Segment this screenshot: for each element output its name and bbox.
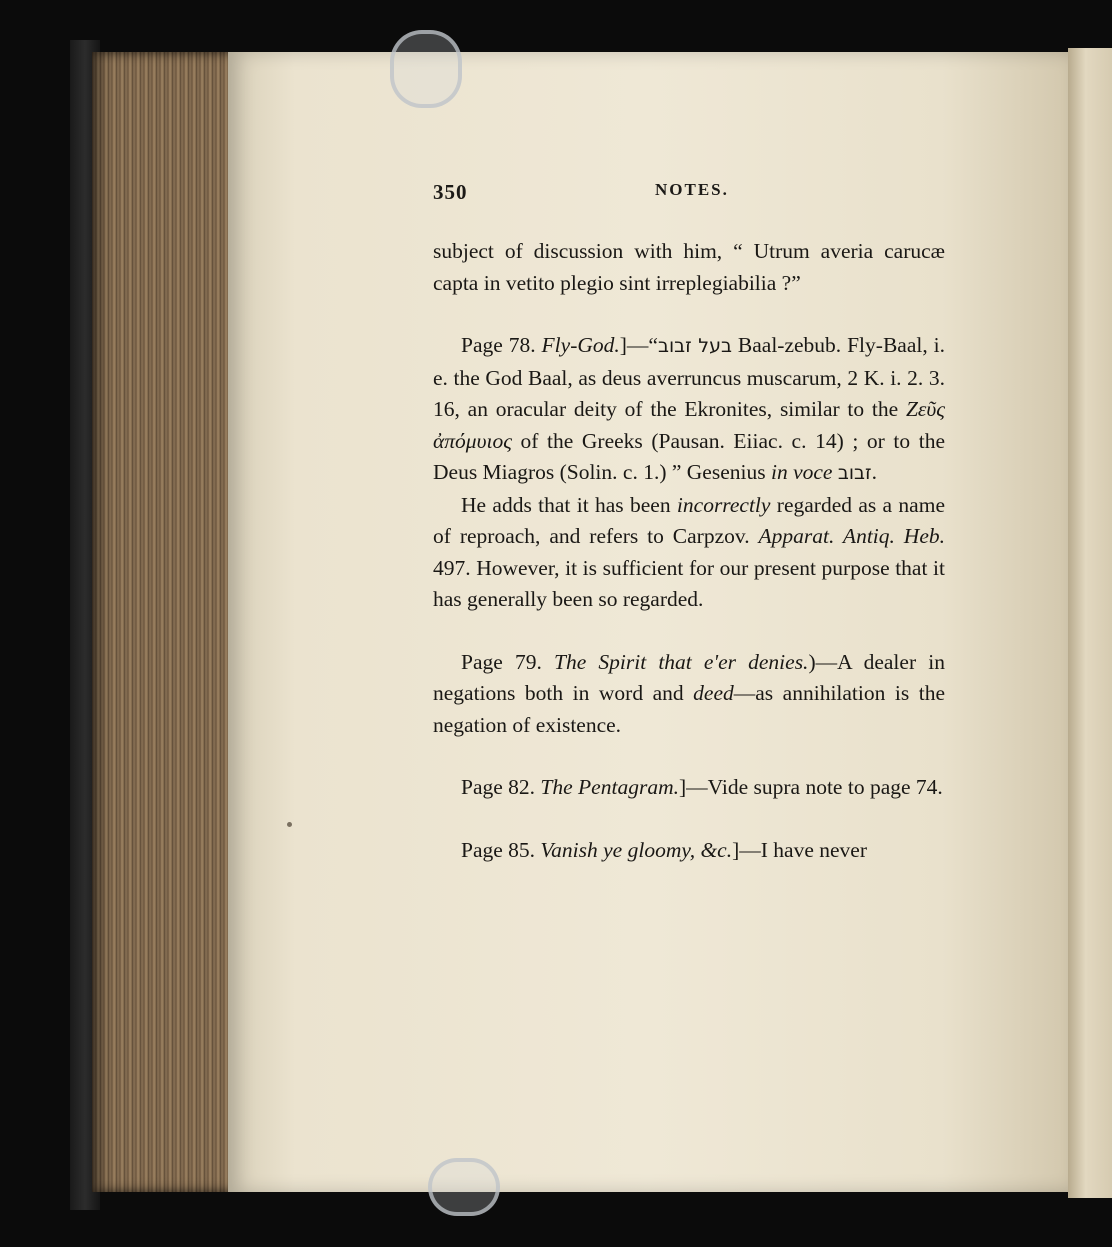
paragraph-1: subject of discussion with him, “ Utrum averia carucæ capta in vetito plegio sint irreplegiabilia ?” xyxy=(433,239,945,295)
paragraph-2 xyxy=(433,330,945,490)
hebrew-text: זבוב xyxy=(837,462,872,484)
page-stack-edges xyxy=(92,52,242,1192)
note-text: 497. However, it is sufficient for our present purpose that it has generally been so regarded. xyxy=(433,555,945,611)
paragraph-6 xyxy=(433,835,945,867)
greek-text: Ζεῦς ἀπόμυιος xyxy=(433,397,945,453)
note-text: ]—I have never xyxy=(732,837,868,862)
note-text: —as annihilation is the negation of existence. xyxy=(433,681,946,737)
page-clip-top xyxy=(390,30,462,108)
paragraph-3 xyxy=(433,490,945,616)
note-title: Vanish ye gloomy, &c. xyxy=(540,837,733,862)
note-text: regarded as a name of reproach, and refers to Carpzov. xyxy=(433,492,945,548)
note-ref: Page 79. xyxy=(461,649,554,674)
note-italic: deed xyxy=(693,681,734,705)
note-text: Baal-zebub. Fly-Baal, i. e. the God Baal, as deus averruncus muscarum, 2 K. i. 2. 3. 16, an oracular deity of the Ekronites, similar to the xyxy=(433,333,945,421)
note-punct: ]—“ xyxy=(619,333,658,357)
note-ref: Page 78. xyxy=(461,333,536,357)
note-title: The Pentagram. xyxy=(540,775,679,799)
note-ref: Page 82. xyxy=(461,775,541,799)
hebrew-text: בעל זבוב xyxy=(657,335,732,357)
note-text: )—A dealer in negations both in word and xyxy=(433,649,945,705)
note-title: Fly-God. xyxy=(541,333,620,357)
facing-page-edge xyxy=(1068,48,1112,1198)
note-italic: Apparat. Antiq. Heb. xyxy=(758,524,946,548)
paragraph-4 xyxy=(433,647,945,742)
page-header xyxy=(433,176,945,206)
running-head: NOTES. xyxy=(655,180,729,199)
note-text: ]—Vide supra note to page 74. xyxy=(678,775,943,799)
page-clip-bottom xyxy=(428,1158,500,1216)
note-title: The Spirit that e'er denies. xyxy=(553,649,809,674)
note-text: He adds that it has been xyxy=(461,492,677,517)
page-number: 350 xyxy=(433,180,468,204)
note-text: . xyxy=(871,460,877,484)
body-text xyxy=(433,236,945,866)
note-text: of the Greeks (Pausan. Eiiac. c. 14) ; or to the Deus Miagros (Solin. c. 1.) ” Gesenius xyxy=(433,428,945,484)
note-italic: in voce xyxy=(770,460,833,484)
note-ref: Page 85. xyxy=(461,837,541,862)
ink-speck xyxy=(287,822,292,827)
note-italic: incorrectly xyxy=(676,492,771,517)
paragraph-5 xyxy=(433,772,945,804)
